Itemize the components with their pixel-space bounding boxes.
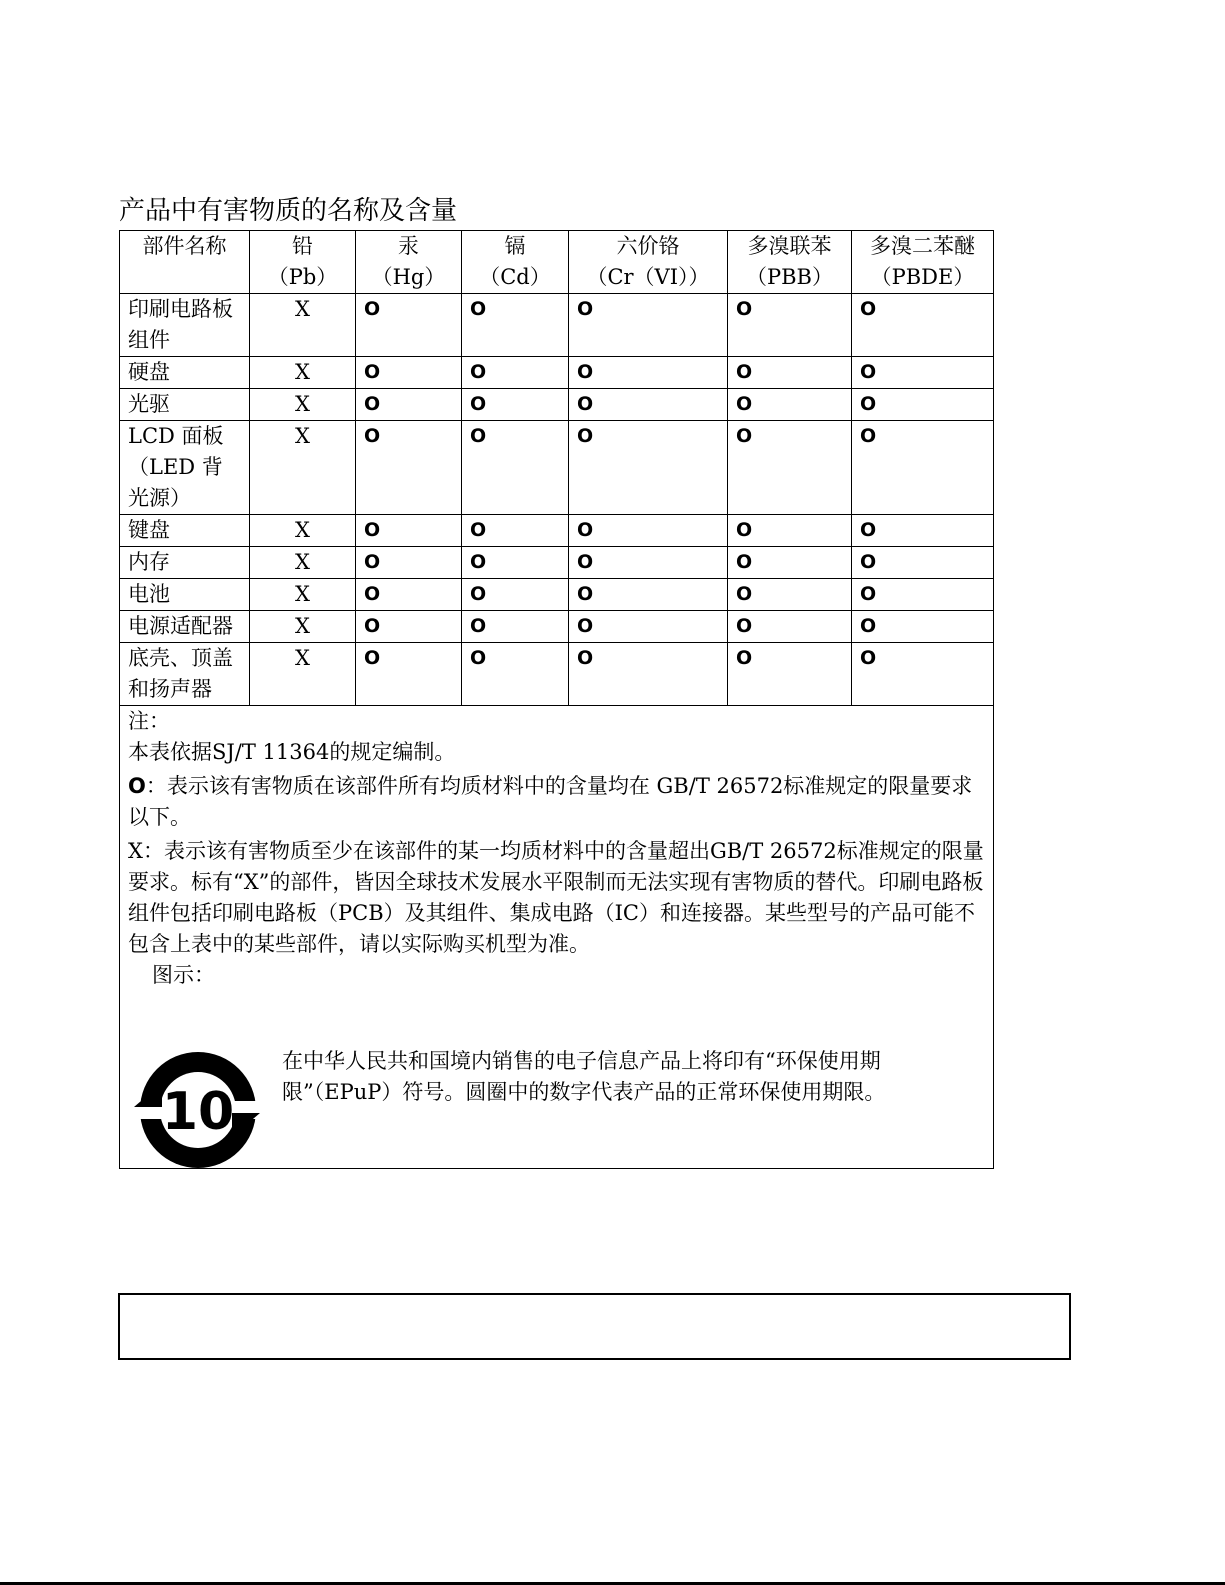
epup-description: 在中华人民共和国境内销售的电子信息产品上将印有“环保使用期限”（EPuP）符号。圆圈中的数字代表产品的正常环保使用期限。 (282, 1049, 886, 1104)
substance-value-cell: O (569, 579, 728, 611)
substance-value-cell: O (728, 421, 852, 515)
header-chromium: 六价铬 （Cr（VI）） (569, 231, 728, 294)
substance-value-cell: O (852, 547, 994, 579)
substance-value-cell: O (569, 294, 728, 357)
substance-value-cell: O (728, 611, 852, 643)
substance-value-cell: O (852, 515, 994, 547)
notes-cell (120, 706, 994, 1169)
notes-x-definition: X：表示该有害物质至少在该部件的某一均质材料中的含量超出GB/T 26572标准规定的限量要求。标有“X”的部件，皆因全球技术发展水平限制而无法实现有害物质的替代。印刷电路板组件包括印刷电路板（PCB）及其组件、集成电路（IC）和连接器。某些型号的产品可能不包含上表中的某些部件，请以实际购买机型为准。 (128, 839, 984, 956)
substance-value-cell: O (728, 294, 852, 357)
table-body (120, 294, 994, 706)
substance-value-cell: O (462, 515, 569, 547)
substance-value-cell: O (728, 579, 852, 611)
legend-label: 图示： (152, 963, 215, 987)
notes-heading: 注： (128, 709, 170, 733)
substance-value-cell: X (250, 643, 356, 706)
substance-value-cell: O (569, 643, 728, 706)
substance-value-cell: O (728, 389, 852, 421)
part-name-cell: 电池 (120, 579, 250, 611)
page-title: 产品中有害物质的名称及含量 (119, 196, 458, 226)
empty-frame (118, 1293, 1071, 1360)
notes-o-definition: O：表示该有害物质在该部件所有均质材料中的含量均在 GB/T 26572标准规定的限量要求以下。 (128, 774, 973, 829)
header-mercury: 汞 （Hg） (356, 231, 462, 294)
substance-value-cell: X (250, 611, 356, 643)
table-row (120, 515, 994, 547)
header-pbde: 多溴二苯醚 （PBDE） (852, 231, 994, 294)
substance-value-cell: X (250, 579, 356, 611)
substance-value-cell: O (569, 357, 728, 389)
substance-value-cell: X (250, 421, 356, 515)
substance-value-cell: O (462, 294, 569, 357)
epup-logo-number: 10 (161, 1082, 235, 1142)
part-name-cell: 光驱 (120, 389, 250, 421)
substance-value-cell: O (462, 579, 569, 611)
table-row (120, 579, 994, 611)
substance-value-cell: O (356, 515, 462, 547)
table-row (120, 611, 994, 643)
substance-value-cell: X (250, 357, 356, 389)
substance-value-cell: O (852, 611, 994, 643)
substance-value-cell: O (728, 643, 852, 706)
part-name-cell: 印刷电路板组件 (120, 294, 250, 357)
hazardous-substances-table (119, 230, 994, 1169)
substance-value-cell: O (728, 357, 852, 389)
substance-value-cell: O (569, 515, 728, 547)
substance-value-cell: O (356, 547, 462, 579)
epup-10-year-logo-icon (132, 1049, 262, 1171)
substance-value-cell: O (462, 357, 569, 389)
table-row (120, 357, 994, 389)
substance-value-cell: O (462, 611, 569, 643)
substance-value-cell: O (462, 389, 569, 421)
substance-value-cell: O (462, 547, 569, 579)
header-cadmium: 镉 （Cd） (462, 231, 569, 294)
part-name-cell: LCD 面板（LED 背光源） (120, 421, 250, 515)
substance-value-cell: O (356, 643, 462, 706)
substance-value-cell: O (852, 643, 994, 706)
header-part-name: 部件名称 (120, 231, 250, 294)
substance-value-cell: O (852, 421, 994, 515)
substance-value-cell: X (250, 389, 356, 421)
substance-value-cell: O (569, 611, 728, 643)
substance-value-cell: X (250, 547, 356, 579)
part-name-cell: 键盘 (120, 515, 250, 547)
notes-basis: 本表依据SJ/T 11364的规定编制。 (128, 740, 456, 764)
substance-value-cell: O (356, 357, 462, 389)
o-mark: O (128, 774, 146, 798)
substance-value-cell: O (462, 643, 569, 706)
substance-value-cell: O (569, 547, 728, 579)
table-row (120, 421, 994, 515)
substance-value-cell: O (356, 294, 462, 357)
substance-value-cell: O (852, 294, 994, 357)
notes-row (120, 706, 994, 1169)
substance-value-cell: O (569, 421, 728, 515)
substance-value-cell: O (728, 515, 852, 547)
header-pbb: 多溴联苯 （PBB） (728, 231, 852, 294)
substance-value-cell: X (250, 294, 356, 357)
table-header-row (120, 231, 994, 294)
substance-value-cell: O (852, 389, 994, 421)
part-name-cell: 电源适配器 (120, 611, 250, 643)
substance-value-cell: X (250, 515, 356, 547)
substance-value-cell: O (356, 611, 462, 643)
part-name-cell: 内存 (120, 547, 250, 579)
substance-value-cell: O (356, 421, 462, 515)
substance-value-cell: O (728, 547, 852, 579)
substance-value-cell: O (569, 389, 728, 421)
table-row (120, 643, 994, 706)
part-name-cell: 底壳、顶盖和扬声器 (120, 643, 250, 706)
substance-value-cell: O (462, 421, 569, 515)
substance-value-cell: O (356, 579, 462, 611)
substance-value-cell: O (852, 357, 994, 389)
header-lead: 铅 （Pb） (250, 231, 356, 294)
table-row (120, 389, 994, 421)
table-row (120, 294, 994, 357)
substance-value-cell: O (356, 389, 462, 421)
part-name-cell: 硬盘 (120, 357, 250, 389)
table-row (120, 547, 994, 579)
substance-value-cell: O (852, 579, 994, 611)
